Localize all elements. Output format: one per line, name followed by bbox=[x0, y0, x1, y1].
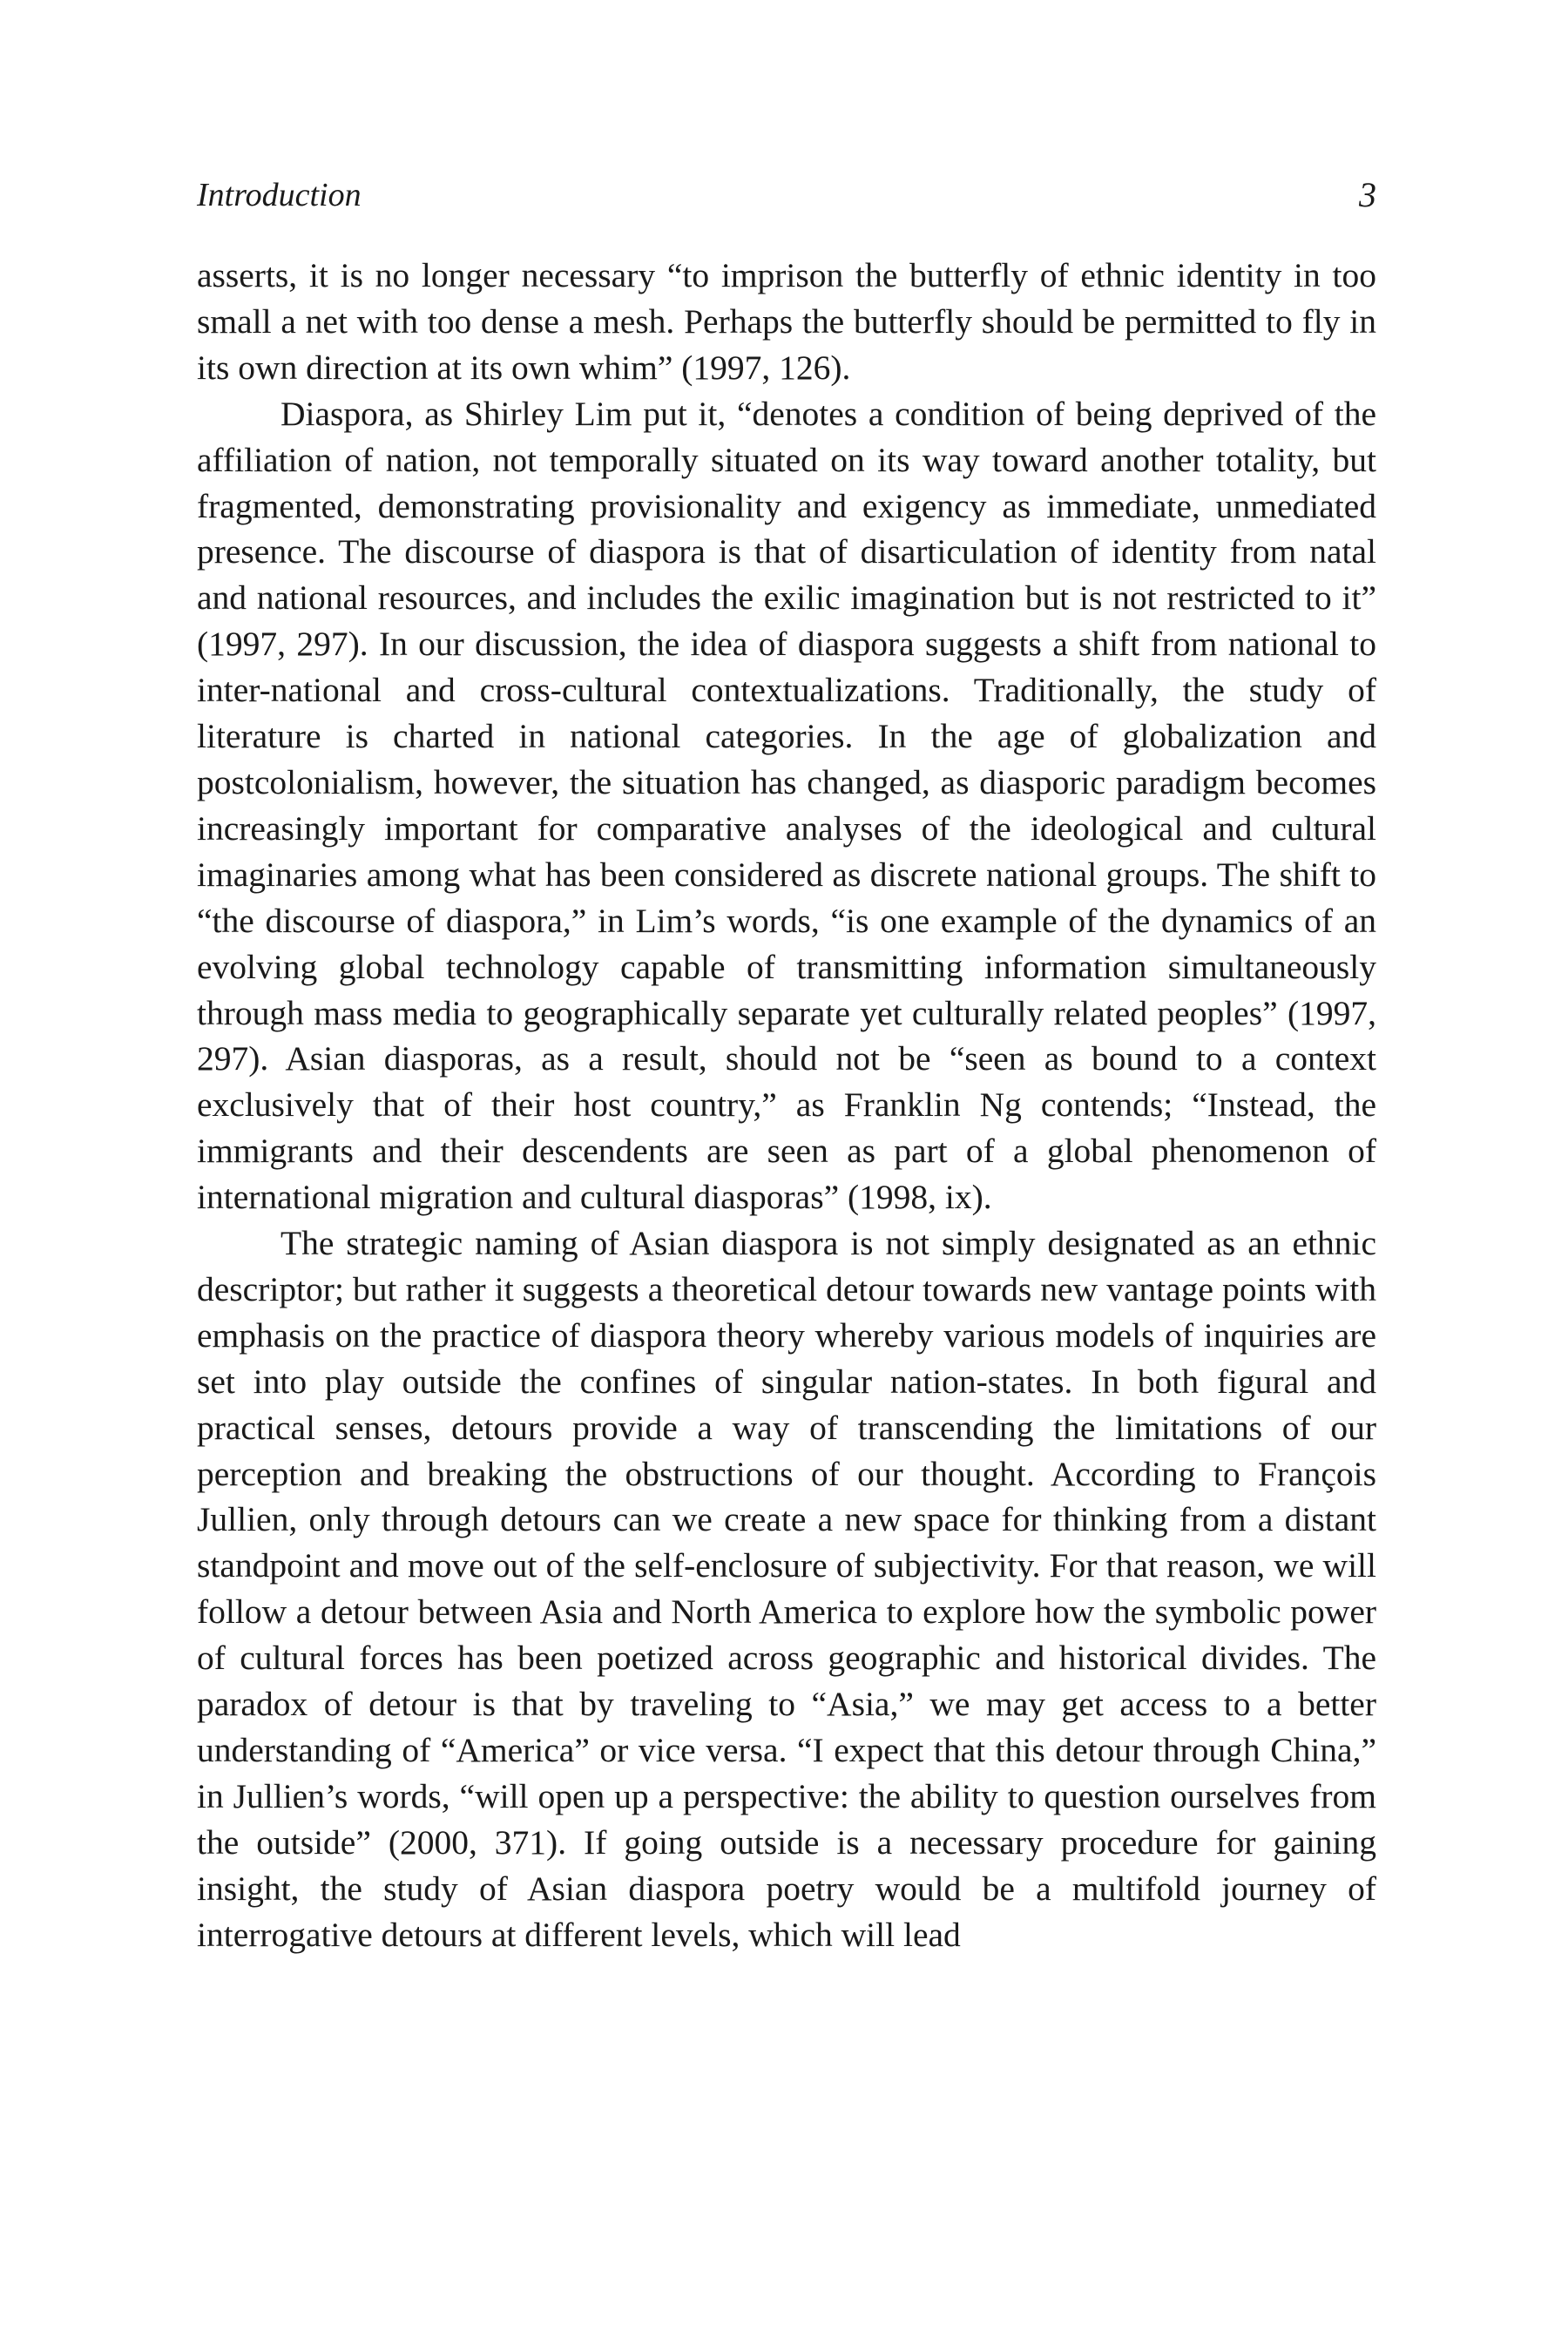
paragraph-continued: asserts, it is no longer necessary “to imprison the butterfly of ethnic identity in too small a net with too dense a mesh. Perhaps the butterfly should be permitted to fly in its own direction at its own whim” (1997, 126). bbox=[197, 256, 1376, 387]
paragraph-strategic-naming: The strategic naming of Asian diaspora is not simply designated as an ethnic descriptor; but rather it suggests a theoretical detour towards new vantage points with emphasis on the practice of diaspora theory whereby various models of inquiries are set into play outside the confines of singular nation-states. In both figural and practical senses, detours provide a way of transcending the limitations of our perception and breaking the obstructions of our thought. According to François Jullien, only through detours can we create a new space for thinking from a distant standpoint and move out of the self-enclosure of subjectivity. For that reason, we will follow a detour between Asia and North America to explore how the symbolic power of cultural forces has been poetized across geographic and historical divides. The paradox of detour is that by traveling to “Asia,” we may get access to a better understanding of “America” or vice versa. “I expect that this detour through China,” in Jullien’s words, “will open up a perspective: the ability to question ourselves from the outside” (2000, 371). If going outside is a necessary procedure for gaining insight, the study of Asian diaspora poetry would be a multifold journey of interrogative detours at different levels, which will lead bbox=[197, 1224, 1376, 1954]
paragraph-diaspora-definition: Diaspora, as Shirley Lim put it, “denotes a condition of being deprived of the affiliation of nation, not temporally situated on its way toward another totality, but fragmented, demonstrating provisionality and exigency as immediate, unmediated presence. The discourse of diaspora is that of disarticulation of identity from natal and national resources, and includes the exilic imagination but is not restricted to it” (1997, 297). In our discussion, the idea of diaspora suggests a shift from national to inter-national and cross-cultural contextualizations. Traditionally, the study of literature is charted in national categories. In the age of globalization and postcolonialism, however, the situation has changed, as diasporic paradigm becomes increasingly important for comparative analyses of the ideological and cultural imaginaries among what has been considered as discrete national groups. The shift to “the discourse of diaspora,” in Lim’s words, “is one example of the dynamics of an evolving global technology capable of transmitting information simultaneously through mass media to geographically separate yet culturally related peoples” (1997, 297). Asian diasporas, as a result, should not be “seen as bound to a context exclusively that of their host country,” as Franklin Ng contends; “Instead, the immigrants and their descendents are seen as part of a global phenomenon of international migration and cultural diasporas” (1998, ix). bbox=[197, 394, 1376, 1217]
body-text bbox=[197, 253, 1376, 1958]
running-title: Introduction bbox=[197, 177, 362, 213]
page-number: 3 bbox=[1359, 175, 1376, 214]
running-head bbox=[197, 171, 1376, 220]
